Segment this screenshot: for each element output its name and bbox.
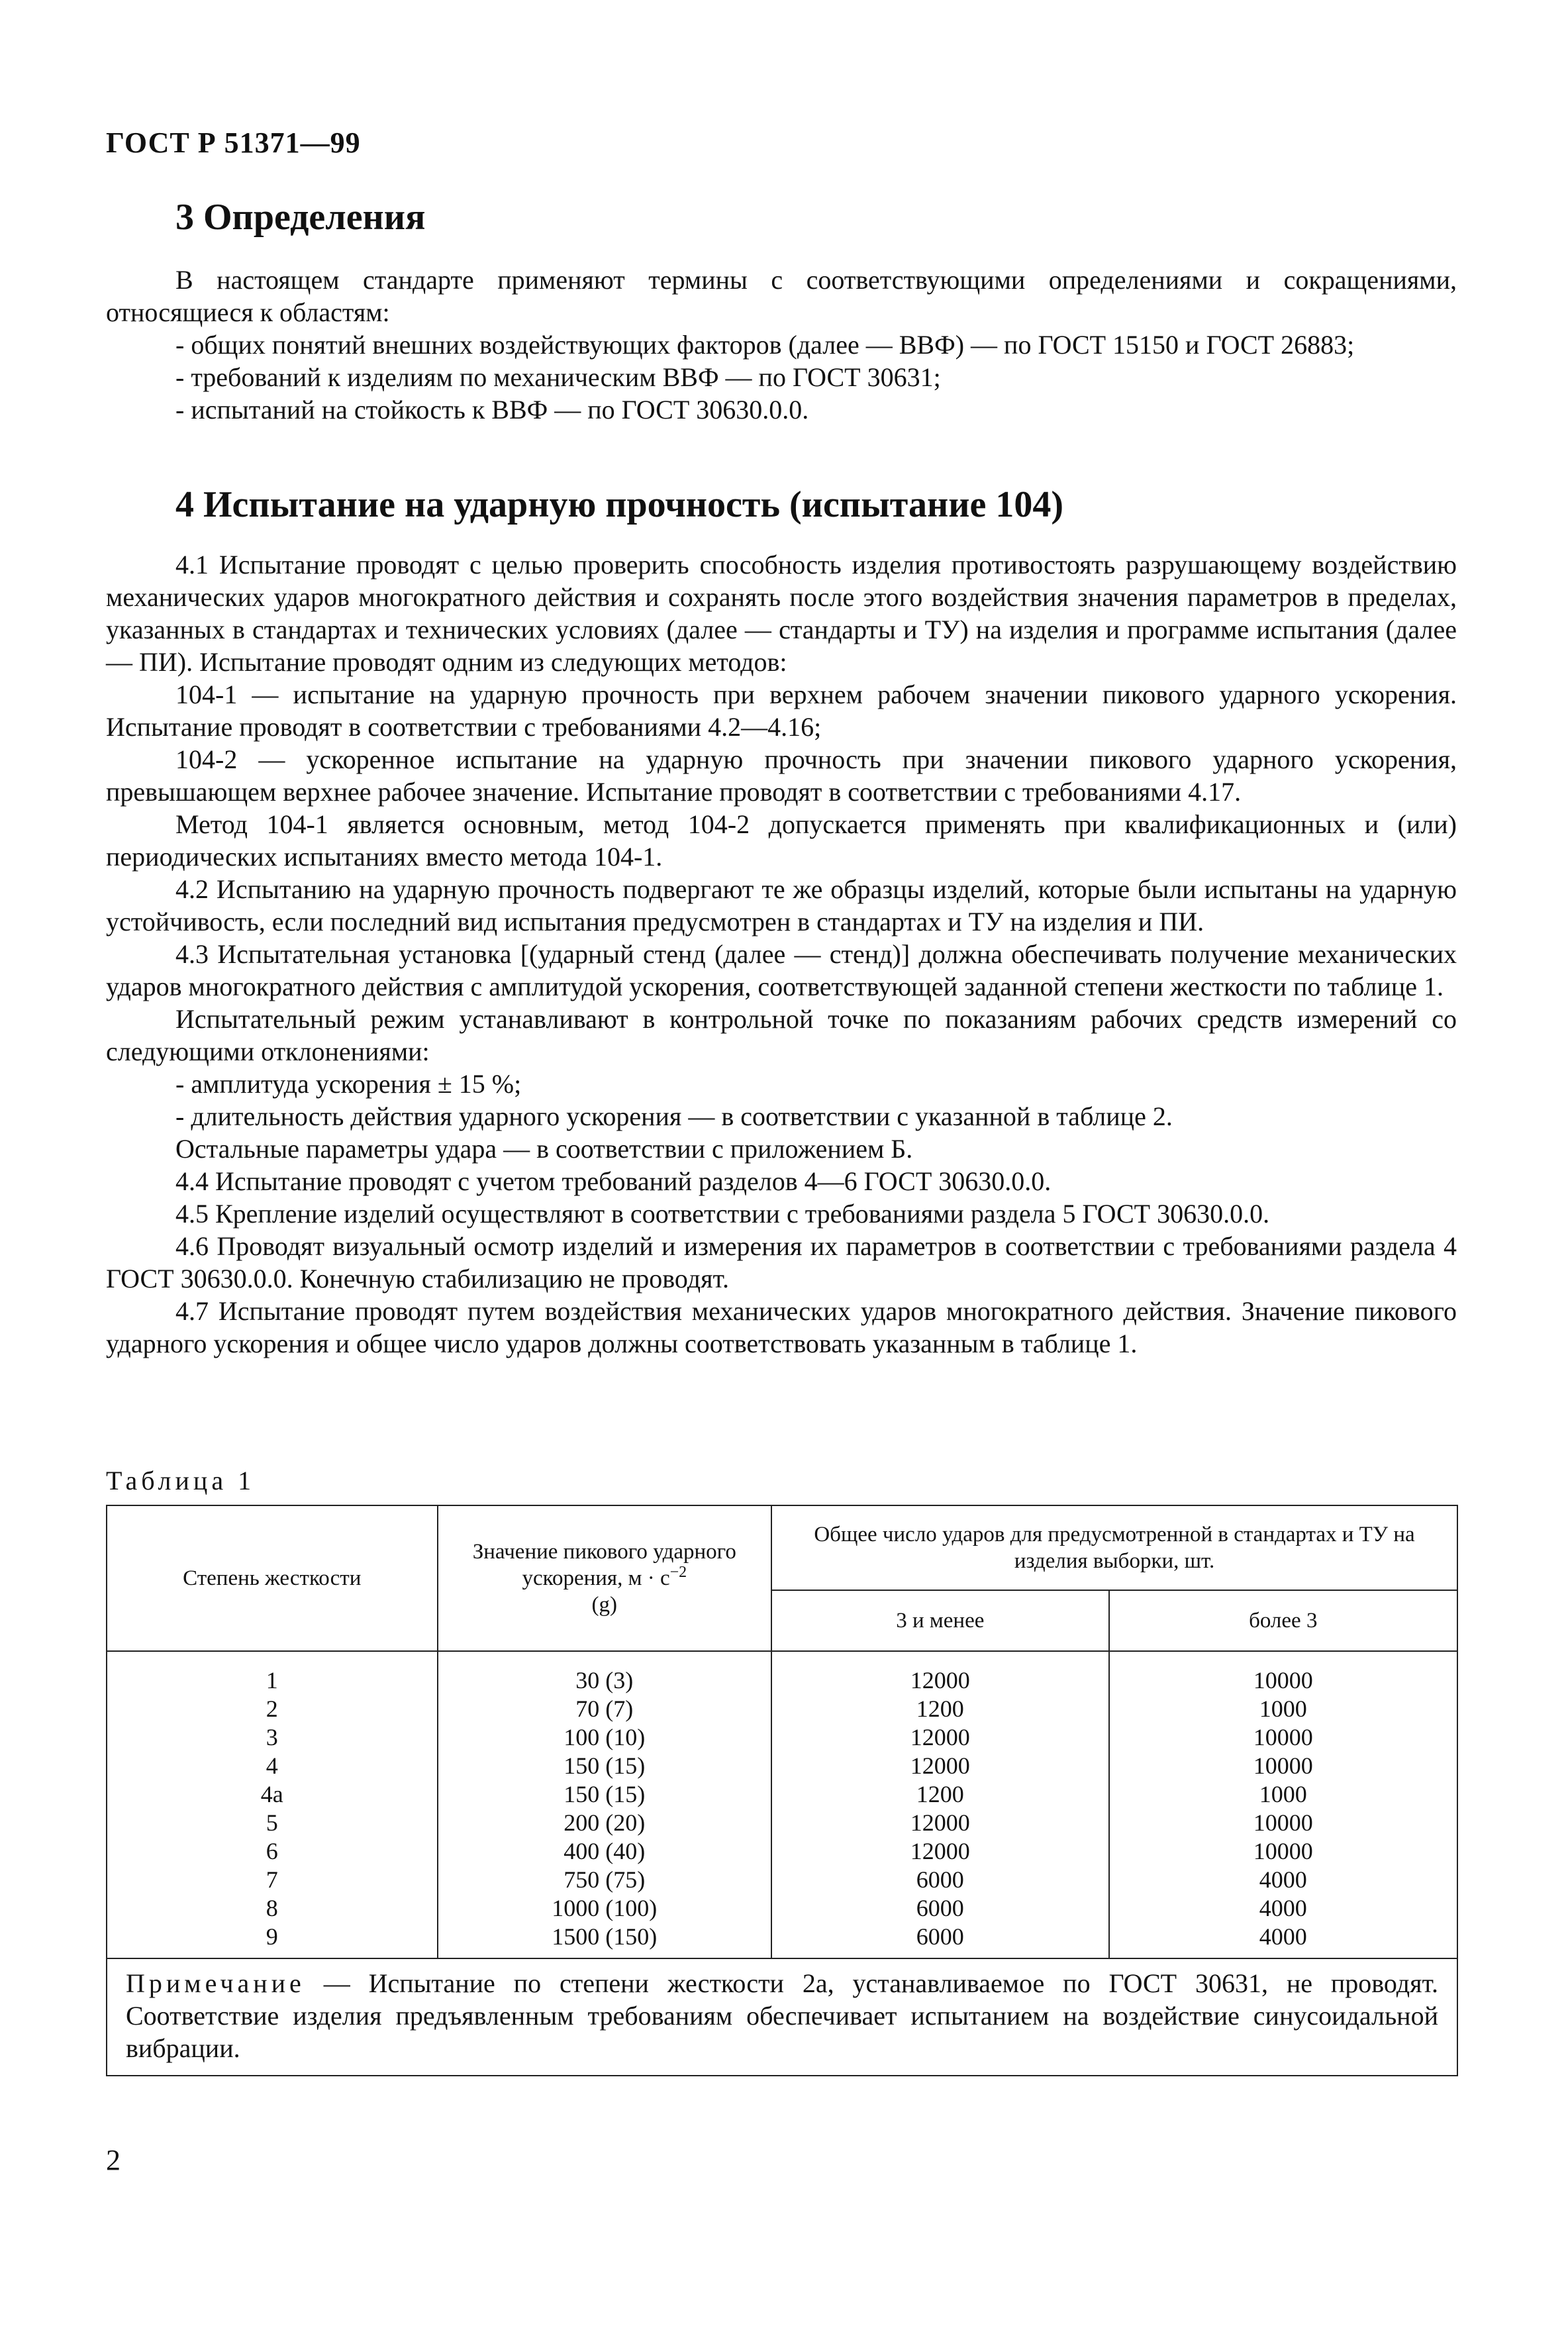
- list-item: - испытаний на стойкость к ВВФ — по ГОСТ 30630.0.0.: [175, 395, 809, 425]
- note-text: — Испытание по степени жесткости 2а, устанавливаемое по ГОСТ 30631, не проводят. Соответствие изделия предъявленным требованиям обеспечивает испытанием на воздействие синусоидальной вибрации.: [126, 1968, 1438, 2063]
- unit-g: (g): [591, 1593, 618, 1617]
- cell-impacts-large: 4000: [1109, 1894, 1457, 1923]
- cell-acceleration: 200 (20): [438, 1809, 772, 1837]
- paragraph: 104-2 — ускоренное испытание на ударную прочность при значении пикового ударного ускорения, превышающем верхнее рабочее значение. Испытание проводят в соответствии с требованиями 4.17.: [106, 744, 1457, 807]
- paragraph: Остальные параметры удара — в соответствии с приложением Б.: [175, 1134, 913, 1164]
- cell-severity: 8: [107, 1894, 438, 1923]
- cell-acceleration: 400 (40): [438, 1837, 772, 1866]
- standard-header: ГОСТ Р 51371—99: [106, 126, 361, 159]
- cell-severity: 4: [107, 1752, 438, 1780]
- cell-acceleration: 30 (3): [438, 1651, 772, 1695]
- cell-acceleration: 1000 (100): [438, 1894, 772, 1923]
- cell-severity: 5: [107, 1809, 438, 1837]
- list-item: - амплитуда ускорения ± 15 %;: [175, 1069, 522, 1099]
- paragraph: Метод 104-1 является основным, метод 104-2 допускается применять при квалификационных и (или) периодических испытаниях вместо метода 104-1.: [106, 809, 1457, 872]
- paragraph: 4.7 Испытание проводят путем воздействия механических ударов многократного действия. Значение пикового ударного ускорения и общее число ударов должны соответствовать указанным в таблице 1.: [106, 1296, 1457, 1358]
- cell-severity: 3: [107, 1723, 438, 1752]
- column-header-3-or-less: 3 и менее: [771, 1590, 1108, 1651]
- unit-superscript: −2: [669, 1564, 687, 1581]
- cell-impacts-small: 12000: [771, 1723, 1108, 1752]
- cell-impacts-small: 12000: [771, 1809, 1108, 1837]
- table-row: [107, 1923, 1457, 1958]
- table-note-row: [107, 1958, 1457, 2076]
- paragraph: 4.4 Испытание проводят с учетом требований разделов 4—6 ГОСТ 30630.0.0.: [175, 1166, 1052, 1196]
- cell-severity: 6: [107, 1837, 438, 1866]
- cell-impacts-small: 6000: [771, 1894, 1108, 1923]
- column-header-more-than-3: более 3: [1109, 1590, 1457, 1651]
- table-row: [107, 1651, 1457, 1695]
- cell-impacts-large: 1000: [1109, 1780, 1457, 1809]
- cell-acceleration: 100 (10): [438, 1723, 772, 1752]
- cell-severity: 4а: [107, 1780, 438, 1809]
- list-item: - длительность действия ударного ускорения — в соответствии с указанной в таблице 2.: [175, 1101, 1173, 1131]
- paragraph: 4.2 Испытанию на ударную прочность подвергают те же образцы изделий, которые были испытаны на ударную устойчивость, если последний вид испытания предусмотрен в стандартах и ТУ на изделия и ПИ.: [106, 874, 1457, 936]
- cell-severity: 2: [107, 1695, 438, 1723]
- cell-impacts-small: 6000: [771, 1923, 1108, 1958]
- cell-impacts-large: 4000: [1109, 1923, 1457, 1958]
- column-header-total-impacts: Общее число ударов для предусмотренной в стандартах и ТУ на изделия выборки, шт.: [771, 1505, 1457, 1590]
- cell-severity: 1: [107, 1651, 438, 1695]
- note-label: Примечание: [126, 1968, 305, 1998]
- paragraph: 4.1 Испытание проводят с целью проверить способность изделия противостоять разрушающему воздействию механических ударов многократного действия и сохранять после этого воздействия значения параметров в пределах, указанных в стандартах и технических условиях (далее — стандарты и ТУ) на изделия и программе испытания (далее — ПИ). Испытание проводят одним из следующих методов:: [106, 550, 1457, 677]
- column-header-peak-acceleration-text: Значение пикового ударного ускорения, м · с: [472, 1540, 736, 1590]
- list-item: - требований к изделиям по механическим ВВФ — по ГОСТ 30631;: [175, 362, 941, 392]
- column-header-peak-acceleration: [438, 1505, 772, 1651]
- table-row: [107, 1695, 1457, 1723]
- section-4-body: [106, 548, 1457, 1360]
- cell-acceleration: 70 (7): [438, 1695, 772, 1723]
- table-row: [107, 1780, 1457, 1809]
- table-caption: Таблица 1: [106, 1466, 256, 1495]
- table-row: [107, 1809, 1457, 1837]
- section-3-body: [106, 264, 1457, 426]
- cell-impacts-large: 10000: [1109, 1809, 1457, 1837]
- cell-impacts-large: 1000: [1109, 1695, 1457, 1723]
- cell-impacts-large: 10000: [1109, 1752, 1457, 1780]
- cell-impacts-small: 6000: [771, 1866, 1108, 1894]
- paragraph: 4.6 Проводят визуальный осмотр изделий и измерения их параметров в соответствии с требованиями раздела 4 ГОСТ 30630.0.0. Конечную стабилизацию не проводят.: [106, 1231, 1457, 1293]
- cell-impacts-large: 4000: [1109, 1866, 1457, 1894]
- paragraph: Испытательный режим устанавливают в контрольной точке по показаниям рабочих средств измерений со следующими отклонениями:: [106, 1004, 1457, 1066]
- table-row: [107, 1866, 1457, 1894]
- table-row: [107, 1894, 1457, 1923]
- page-number: 2: [106, 2144, 121, 2176]
- cell-impacts-small: 1200: [771, 1695, 1108, 1723]
- paragraph: В настоящем стандарте применяют термины с соответствующими определениями и сокращениями, относящиеся к областям:: [106, 265, 1457, 327]
- paragraph: 4.5 Крепление изделий осуществляют в соответствии с требованиями раздела 5 ГОСТ 30630.0.0.: [175, 1199, 1270, 1229]
- cell-acceleration: 1500 (150): [438, 1923, 772, 1958]
- section-3-title: 3 Определения: [175, 197, 426, 238]
- paragraph: 104-1 — испытание на ударную прочность при верхнем рабочем значении пикового ударного ускорения. Испытание проводят в соответствии с требованиями 4.2—4.16;: [106, 680, 1457, 742]
- cell-impacts-large: 10000: [1109, 1837, 1457, 1866]
- cell-impacts-small: 12000: [771, 1651, 1108, 1695]
- cell-acceleration: 150 (15): [438, 1780, 772, 1809]
- section-4-title: 4 Испытание на ударную прочность (испытание 104): [175, 484, 1064, 525]
- cell-acceleration: 750 (75): [438, 1866, 772, 1894]
- cell-severity: 9: [107, 1923, 438, 1958]
- table-1: [106, 1505, 1458, 2076]
- cell-impacts-large: 10000: [1109, 1651, 1457, 1695]
- table-row: [107, 1752, 1457, 1780]
- table-row: [107, 1723, 1457, 1752]
- cell-acceleration: 150 (15): [438, 1752, 772, 1780]
- cell-impacts-small: 1200: [771, 1780, 1108, 1809]
- column-header-severity: Степень жесткости: [107, 1505, 438, 1651]
- list-item: - общих понятий внешних воздействующих факторов (далее — ВВФ) — по ГОСТ 15150 и ГОСТ 26883;: [175, 330, 1355, 360]
- table-row: [107, 1837, 1457, 1866]
- paragraph: 4.3 Испытательная установка [(ударный стенд (далее — стенд)] должна обеспечивать получение механических ударов многократного действия с амплитудой ускорения, соответствующей заданной степени жесткости по таблице 1.: [106, 939, 1457, 1001]
- cell-severity: 7: [107, 1866, 438, 1894]
- cell-impacts-small: 12000: [771, 1752, 1108, 1780]
- table-note: [107, 1958, 1457, 2076]
- cell-impacts-small: 12000: [771, 1837, 1108, 1866]
- cell-impacts-large: 10000: [1109, 1723, 1457, 1752]
